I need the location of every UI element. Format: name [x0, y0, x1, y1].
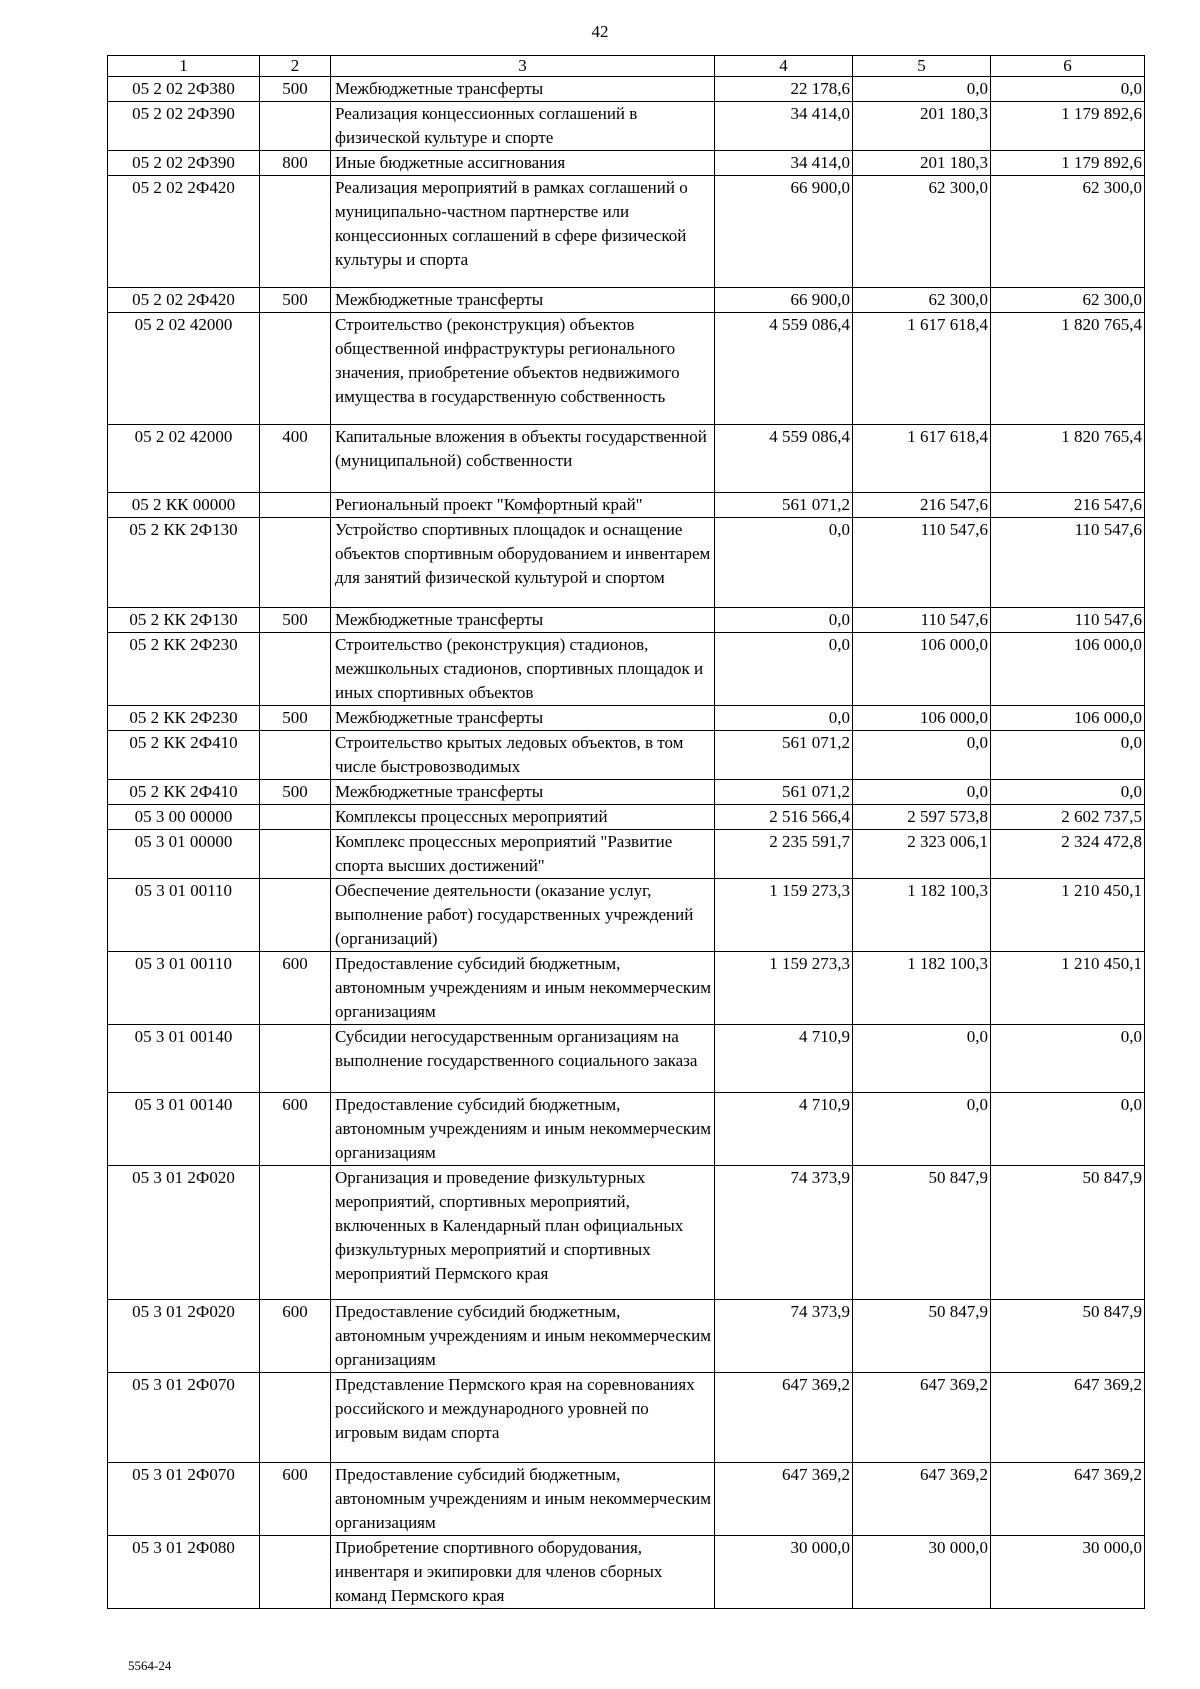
table-row: [108, 1536, 1145, 1609]
budget-code-cell: 05 2 02 2Ф380: [108, 77, 260, 102]
description-cell: Предоставление субсидий бюджетным, автономным учреждениям и иным некоммерческим организациям: [331, 952, 715, 1025]
amount-cell-6: 0,0: [991, 731, 1145, 780]
description-cell: Межбюджетные трансферты: [331, 288, 715, 313]
amount-cell-6: 1 210 450,1: [991, 952, 1145, 1025]
amount-cell-5: 50 847,9: [853, 1166, 991, 1300]
amount-cell-6: 110 547,6: [991, 608, 1145, 633]
amount-cell-4: 30 000,0: [715, 1536, 853, 1609]
amount-cell-4: 0,0: [715, 518, 853, 608]
table-row: [108, 952, 1145, 1025]
amount-cell-6: 110 547,6: [991, 518, 1145, 608]
description-cell: Предоставление субсидий бюджетным, автономным учреждениям и иным некоммерческим организациям: [331, 1300, 715, 1373]
amount-cell-5: 50 847,9: [853, 1300, 991, 1373]
table-row: [108, 313, 1145, 425]
column-header-6: 6: [991, 56, 1145, 77]
amount-cell-6: 2 602 737,5: [991, 805, 1145, 830]
budget-code-cell: 05 2 КК 2Ф410: [108, 780, 260, 805]
amount-cell-4: 4 710,9: [715, 1025, 853, 1093]
amount-cell-6: 1 179 892,6: [991, 102, 1145, 151]
expense-type-cell: 600: [260, 1093, 331, 1166]
amount-cell-6: 1 820 765,4: [991, 313, 1145, 425]
amount-cell-4: 2 235 591,7: [715, 830, 853, 879]
description-cell: Строительство (реконструкция) стадионов, межшкольных стадионов, спортивных площадок и иных спортивных объектов: [331, 633, 715, 706]
amount-cell-6: 1 210 450,1: [991, 879, 1145, 952]
amount-cell-6: 50 847,9: [991, 1166, 1145, 1300]
budget-code-cell: 05 2 02 42000: [108, 313, 260, 425]
amount-cell-5: 1 617 618,4: [853, 425, 991, 493]
amount-cell-4: 2 516 566,4: [715, 805, 853, 830]
amount-cell-5: 62 300,0: [853, 288, 991, 313]
table-row: [108, 1300, 1145, 1373]
amount-cell-6: 62 300,0: [991, 288, 1145, 313]
amount-cell-4: 34 414,0: [715, 102, 853, 151]
amount-cell-6: 0,0: [991, 780, 1145, 805]
amount-cell-6: 30 000,0: [991, 1536, 1145, 1609]
amount-cell-4: 0,0: [715, 633, 853, 706]
description-cell: Строительство (реконструкция) объектов общественной инфраструктуры регионального значения, приобретение объектов недвижимого имущества в государственную собственность: [331, 313, 715, 425]
description-cell: Обеспечение деятельности (оказание услуг, выполнение работ) государственных учреждений (организаций): [331, 879, 715, 952]
amount-cell-6: 2 324 472,8: [991, 830, 1145, 879]
budget-code-cell: 05 3 01 00110: [108, 879, 260, 952]
amount-cell-6: 106 000,0: [991, 706, 1145, 731]
description-cell: Предоставление субсидий бюджетным, автономным учреждениям и иным некоммерческим организациям: [331, 1463, 715, 1536]
description-cell: Комплексы процессных мероприятий: [331, 805, 715, 830]
table-row: [108, 1093, 1145, 1166]
table-row: [108, 1463, 1145, 1536]
amount-cell-5: 106 000,0: [853, 633, 991, 706]
amount-cell-5: 2 323 006,1: [853, 830, 991, 879]
description-cell: Представление Пермского края на соревнованиях российского и международного уровней по игровым видам спорта: [331, 1373, 715, 1463]
column-header-3: 3: [331, 56, 715, 77]
description-cell: Межбюджетные трансферты: [331, 706, 715, 731]
expense-type-cell: 600: [260, 1463, 331, 1536]
amount-cell-5: 2 597 573,8: [853, 805, 991, 830]
amount-cell-4: 561 071,2: [715, 780, 853, 805]
page-number: 42: [591, 22, 609, 41]
description-cell: Межбюджетные трансферты: [331, 77, 715, 102]
table-header-row: [108, 56, 1145, 77]
expense-type-cell: 600: [260, 952, 331, 1025]
expense-type-cell: 400: [260, 425, 331, 493]
description-cell: Приобретение спортивного оборудования, инвентаря и экипировки для членов сборных команд Пермского края: [331, 1536, 715, 1609]
budget-code-cell: 05 2 КК 2Ф230: [108, 706, 260, 731]
table-row: [108, 731, 1145, 780]
amount-cell-4: 74 373,9: [715, 1300, 853, 1373]
budget-code-cell: 05 3 01 00110: [108, 952, 260, 1025]
amount-cell-4: 647 369,2: [715, 1463, 853, 1536]
column-header-4: 4: [715, 56, 853, 77]
description-cell: Устройство спортивных площадок и оснащение объектов спортивным оборудованием и инвентарем для занятий физической культурой и спортом: [331, 518, 715, 608]
table-row: [108, 102, 1145, 151]
description-cell: Иные бюджетные ассигнования: [331, 151, 715, 176]
expense-type-cell: 500: [260, 780, 331, 805]
expense-type-cell: 600: [260, 1300, 331, 1373]
description-cell: Региональный проект "Комфортный край": [331, 493, 715, 518]
expense-type-cell: [260, 879, 331, 952]
expense-type-cell: [260, 830, 331, 879]
amount-cell-4: 0,0: [715, 608, 853, 633]
description-cell: Межбюджетные трансферты: [331, 780, 715, 805]
expense-type-cell: 800: [260, 151, 331, 176]
table-row: [108, 1025, 1145, 1093]
expense-type-cell: [260, 1166, 331, 1300]
expense-type-cell: [260, 1373, 331, 1463]
table-row: [108, 780, 1145, 805]
amount-cell-6: 647 369,2: [991, 1373, 1145, 1463]
amount-cell-4: 647 369,2: [715, 1373, 853, 1463]
description-cell: Субсидии негосударственным организациям на выполнение государственного социального заказа: [331, 1025, 715, 1093]
amount-cell-5: 201 180,3: [853, 102, 991, 151]
amount-cell-5: 106 000,0: [853, 706, 991, 731]
budget-code-cell: 05 2 КК 00000: [108, 493, 260, 518]
amount-cell-5: 30 000,0: [853, 1536, 991, 1609]
amount-cell-5: 0,0: [853, 780, 991, 805]
column-header-2: 2: [260, 56, 331, 77]
expense-type-cell: 500: [260, 288, 331, 313]
description-cell: Организация и проведение физкультурных мероприятий, спортивных мероприятий, включенных в Календарный план официальных физкультурных мероприятий и спортивных мероприятий Пермского края: [331, 1166, 715, 1300]
amount-cell-4: 66 900,0: [715, 176, 853, 288]
amount-cell-4: 1 159 273,3: [715, 952, 853, 1025]
amount-cell-4: 34 414,0: [715, 151, 853, 176]
amount-cell-5: 0,0: [853, 1093, 991, 1166]
amount-cell-4: 0,0: [715, 706, 853, 731]
description-cell: Реализация концессионных соглашений в физической культуре и спорте: [331, 102, 715, 151]
amount-cell-4: 4 559 086,4: [715, 313, 853, 425]
amount-cell-4: 74 373,9: [715, 1166, 853, 1300]
budget-code-cell: 05 2 02 2Ф420: [108, 288, 260, 313]
description-cell: Реализация мероприятий в рамках соглашений о муниципально-частном партнерстве или концессионных соглашений в сфере физической культуры и спорта: [331, 176, 715, 288]
amount-cell-6: 1 179 892,6: [991, 151, 1145, 176]
amount-cell-4: 66 900,0: [715, 288, 853, 313]
table-row: [108, 706, 1145, 731]
expense-type-cell: [260, 731, 331, 780]
expense-type-cell: [260, 633, 331, 706]
expense-type-cell: [260, 493, 331, 518]
expense-type-cell: [260, 176, 331, 288]
amount-cell-5: 1 182 100,3: [853, 952, 991, 1025]
table-row: [108, 805, 1145, 830]
description-cell: Межбюджетные трансферты: [331, 608, 715, 633]
budget-code-cell: 05 2 КК 2Ф130: [108, 608, 260, 633]
budget-code-cell: 05 2 02 2Ф390: [108, 151, 260, 176]
description-cell: Предоставление субсидий бюджетным, автономным учреждениям и иным некоммерческим организациям: [331, 1093, 715, 1166]
table-row: [108, 493, 1145, 518]
table-row: [108, 830, 1145, 879]
document-code: 5564-24: [128, 1658, 172, 1673]
table-row: [108, 1166, 1145, 1300]
expense-type-cell: 500: [260, 706, 331, 731]
expense-type-cell: [260, 1025, 331, 1093]
amount-cell-5: 0,0: [853, 731, 991, 780]
amount-cell-5: 1 182 100,3: [853, 879, 991, 952]
table-row: [108, 77, 1145, 102]
expense-type-cell: [260, 805, 331, 830]
amount-cell-4: 4 710,9: [715, 1093, 853, 1166]
expense-type-cell: [260, 518, 331, 608]
budget-code-cell: 05 3 01 2Ф020: [108, 1300, 260, 1373]
table-row: [108, 879, 1145, 952]
budget-code-cell: 05 3 01 2Ф070: [108, 1373, 260, 1463]
budget-code-cell: 05 3 01 00140: [108, 1025, 260, 1093]
budget-code-cell: 05 3 01 2Ф080: [108, 1536, 260, 1609]
amount-cell-4: 561 071,2: [715, 731, 853, 780]
budget-code-cell: 05 3 01 00140: [108, 1093, 260, 1166]
expense-type-cell: [260, 313, 331, 425]
budget-code-cell: 05 2 КК 2Ф230: [108, 633, 260, 706]
budget-code-cell: 05 3 01 00000: [108, 830, 260, 879]
table-row: [108, 633, 1145, 706]
budget-code-cell: 05 2 02 2Ф390: [108, 102, 260, 151]
description-cell: Строительство крытых ледовых объектов, в том числе быстровозводимых: [331, 731, 715, 780]
amount-cell-6: 216 547,6: [991, 493, 1145, 518]
budget-code-cell: 05 3 00 00000: [108, 805, 260, 830]
amount-cell-5: 62 300,0: [853, 176, 991, 288]
amount-cell-6: 0,0: [991, 1093, 1145, 1166]
budget-code-cell: 05 3 01 2Ф020: [108, 1166, 260, 1300]
table-row: [108, 288, 1145, 313]
expense-type-cell: 500: [260, 608, 331, 633]
amount-cell-5: 1 617 618,4: [853, 313, 991, 425]
amount-cell-5: 110 547,6: [853, 518, 991, 608]
amount-cell-6: 106 000,0: [991, 633, 1145, 706]
budget-code-cell: 05 2 02 2Ф420: [108, 176, 260, 288]
amount-cell-4: 1 159 273,3: [715, 879, 853, 952]
budget-code-cell: 05 3 01 2Ф070: [108, 1463, 260, 1536]
amount-cell-5: 201 180,3: [853, 151, 991, 176]
column-header-1: 1: [108, 56, 260, 77]
amount-cell-6: 0,0: [991, 1025, 1145, 1093]
budget-code-cell: 05 2 КК 2Ф410: [108, 731, 260, 780]
amount-cell-5: 647 369,2: [853, 1463, 991, 1536]
expense-type-cell: [260, 102, 331, 151]
amount-cell-6: 0,0: [991, 77, 1145, 102]
description-cell: Капитальные вложения в объекты государственной (муниципальной) собственности: [331, 425, 715, 493]
budget-code-cell: 05 2 02 42000: [108, 425, 260, 493]
table-row: [108, 1373, 1145, 1463]
amount-cell-4: 561 071,2: [715, 493, 853, 518]
amount-cell-5: 216 547,6: [853, 493, 991, 518]
amount-cell-4: 4 559 086,4: [715, 425, 853, 493]
amount-cell-4: 22 178,6: [715, 77, 853, 102]
expense-type-cell: [260, 1536, 331, 1609]
description-cell: Комплекс процессных мероприятий "Развитие спорта высших достижений": [331, 830, 715, 879]
amount-cell-6: 62 300,0: [991, 176, 1145, 288]
amount-cell-6: 647 369,2: [991, 1463, 1145, 1536]
amount-cell-5: 0,0: [853, 1025, 991, 1093]
table-row: [108, 425, 1145, 493]
amount-cell-5: 110 547,6: [853, 608, 991, 633]
amount-cell-6: 50 847,9: [991, 1300, 1145, 1373]
column-header-5: 5: [853, 56, 991, 77]
table-row: [108, 176, 1145, 288]
amount-cell-5: 647 369,2: [853, 1373, 991, 1463]
expense-type-cell: 500: [260, 77, 331, 102]
amount-cell-6: 1 820 765,4: [991, 425, 1145, 493]
amount-cell-5: 0,0: [853, 77, 991, 102]
budget-code-cell: 05 2 КК 2Ф130: [108, 518, 260, 608]
table-row: [108, 151, 1145, 176]
table-row: [108, 608, 1145, 633]
budget-table: [107, 55, 1145, 1609]
table-body: [108, 77, 1145, 1609]
table-row: [108, 518, 1145, 608]
